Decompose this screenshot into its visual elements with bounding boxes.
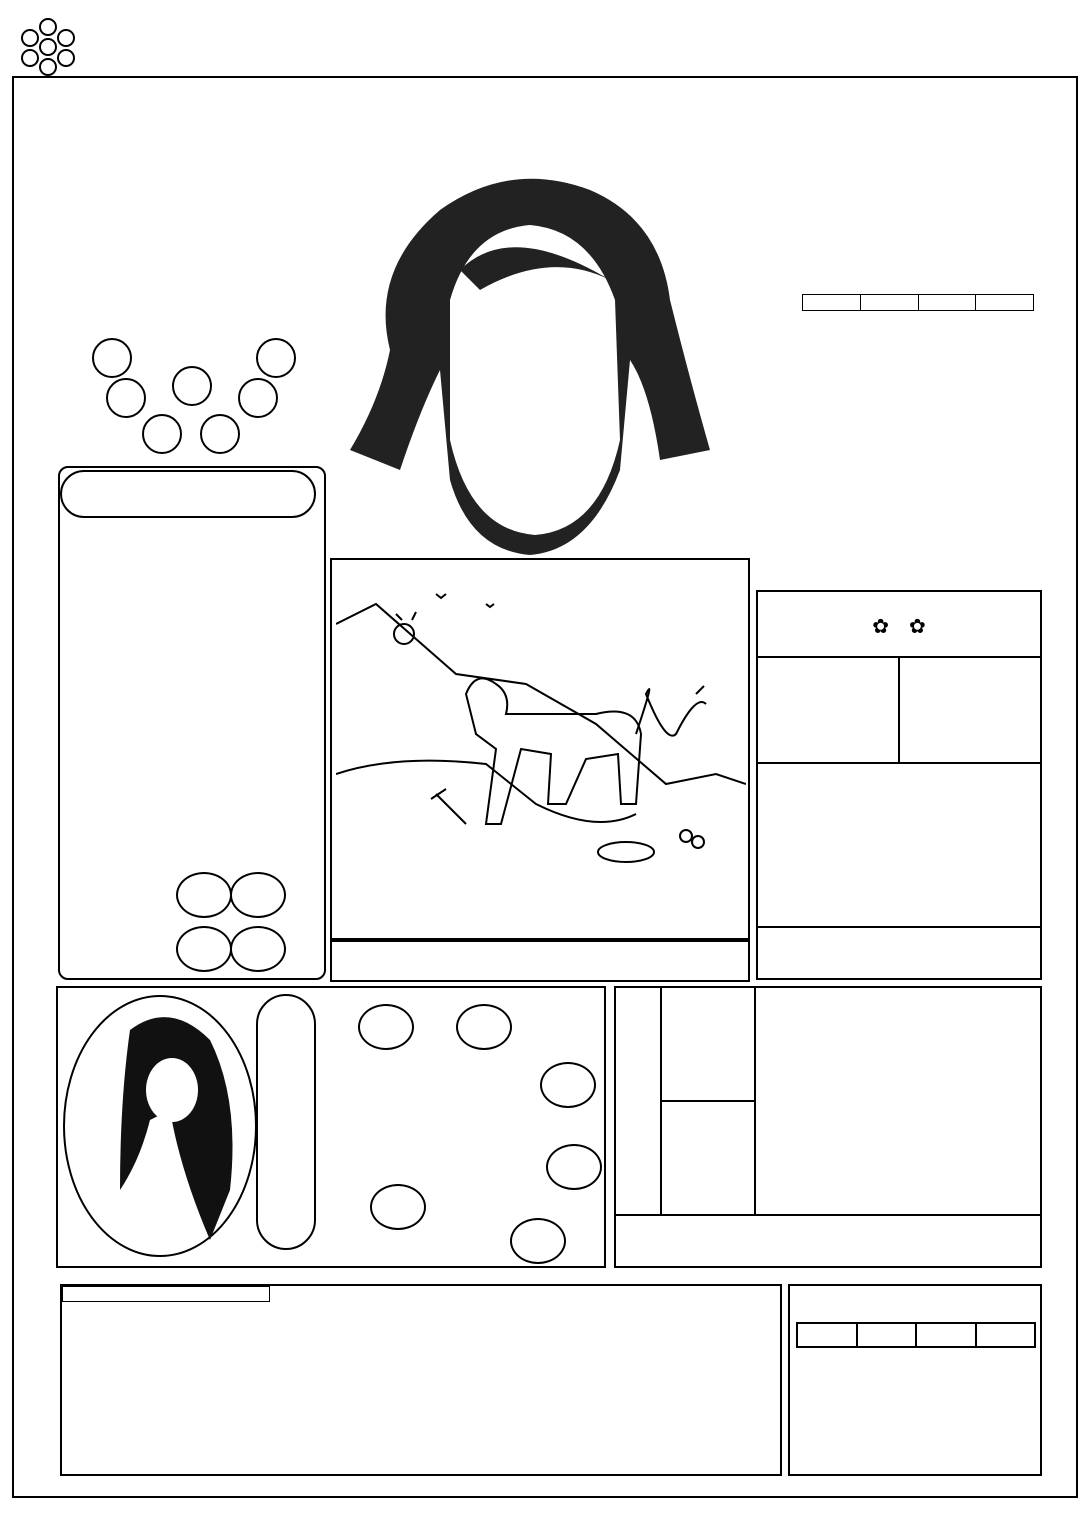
left-strip [14,96,36,1496]
th-min [916,1323,976,1347]
th-provide [976,1323,1036,1347]
top-strip [14,80,1074,96]
send-poem-row [774,1178,785,1198]
right-strip [1052,96,1074,1496]
th-year [803,295,861,311]
trend-panel [788,1284,1042,1476]
dot-grid [276,1288,778,1474]
issue-label [128,306,159,327]
ten-year-table [802,294,1034,311]
saying-row [758,926,1040,980]
result-ball [106,378,146,418]
lion-drawing [336,584,746,874]
result-ball [256,338,296,378]
double-row [138,784,149,805]
woman-photo [330,150,740,560]
th-type [797,1323,857,1347]
secret-ball [546,1144,602,1190]
logo-flower-icon [18,18,78,76]
provide-ball [230,872,286,918]
big-label [758,658,900,764]
provide-ball [230,926,286,972]
th-ping [918,295,976,311]
secret-title-box [256,994,316,1250]
flower-icon: ✿ [909,614,926,638]
footer-text [14,1500,1076,1530]
result-ball [92,338,132,378]
color-row [64,822,83,843]
th-te [976,295,1034,311]
lucky-animal [660,988,756,1102]
secret-ball [456,1004,512,1050]
result-ball [172,366,212,406]
secret-ball [540,1062,596,1108]
pick-title [758,764,1040,816]
remind-row [616,1214,1040,1216]
info-title [60,470,316,518]
secret-ball [358,1004,414,1050]
girl-photo [60,990,260,1262]
result-ball [200,414,240,454]
header-title [352,8,764,72]
provide-ball [176,926,232,972]
result-ball [238,378,278,418]
picture-caption [330,940,750,982]
provide-ball [176,872,232,918]
th-issue [860,295,918,311]
flower-icon: ✿ [872,614,889,638]
secret-ball [370,1184,426,1230]
lucky-animal [660,1102,756,1214]
odd-label [900,658,1040,764]
trend-table [796,1322,1036,1348]
history-title [62,1286,270,1302]
result-ball [142,414,182,454]
today-title-row [758,596,1040,658]
th-max [857,1323,917,1347]
single-row [138,754,149,775]
pick-numbers [758,830,1040,896]
secret-ball [510,1218,566,1264]
